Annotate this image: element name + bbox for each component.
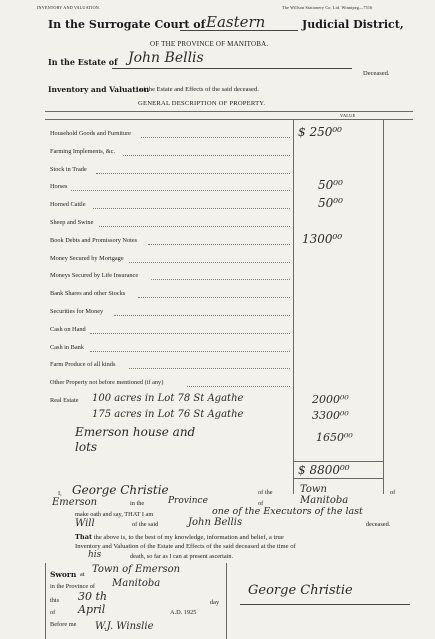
deponent-signature: George Christie xyxy=(248,583,353,598)
sworn-ad: A.D. 1925 xyxy=(170,609,197,616)
property-row-label: Book Debts and Promissory Notes xyxy=(50,236,138,244)
sworn-at: at xyxy=(80,571,85,578)
estate-prefix: In the Estate of xyxy=(48,57,118,67)
property-row-value: $ 250⁰⁰ xyxy=(298,125,342,139)
sworn-of: of xyxy=(50,609,56,616)
property-row-value: 1300⁰⁰ xyxy=(302,231,343,246)
value-column-right-rule xyxy=(383,119,384,494)
leader-dots xyxy=(99,226,290,227)
deponent-role: one of the Executors of the last xyxy=(212,506,363,517)
property-row-label: Moneys Secured by Life Insurance xyxy=(50,272,139,280)
real-estate-line: 175 acres in Lot 76 St Agathe xyxy=(92,409,244,420)
real-estate-value: 1650⁰⁰ xyxy=(316,431,353,444)
real-estate-value: 3300⁰⁰ xyxy=(312,409,349,422)
court-suffix: Judicial District, xyxy=(302,18,404,31)
real-estate-line: Emerson house and xyxy=(75,425,196,439)
property-row-label: Horned Cattle xyxy=(50,201,86,209)
printer-credit: The Willson Stationery Co. Ltd. Winnipeg—7516 xyxy=(282,5,373,10)
sworn-day-num: 30 th xyxy=(78,590,107,603)
deponent-place: Emerson xyxy=(52,497,98,508)
property-row-label: Bank Shares and other Stocks xyxy=(50,290,126,298)
province-word: Province xyxy=(168,496,208,506)
leader-dots xyxy=(114,315,290,316)
sworn-bracket-left xyxy=(45,563,46,639)
estate-name: John Bellis xyxy=(128,50,204,66)
real-estate-value: 2000⁰⁰ xyxy=(312,393,349,406)
total-value: $ 8800⁰⁰ xyxy=(298,463,350,477)
leader-dots xyxy=(123,155,290,156)
real-estate-line: lots xyxy=(75,440,98,454)
property-row-label: Farm Produce of all kinds xyxy=(50,361,116,369)
district-underline xyxy=(180,30,298,31)
inventory-bold: Inventory and Valuation xyxy=(48,85,150,94)
property-row-label: Farming Implements, &c. xyxy=(50,147,116,155)
estate-underline xyxy=(112,68,352,69)
court-district: Eastern xyxy=(206,13,266,31)
sworn-day: day xyxy=(210,599,220,606)
leader-dots xyxy=(138,297,290,298)
signature-underline xyxy=(240,604,410,605)
affidavit-i: I, xyxy=(58,490,62,497)
commissioner-signature: W.J. Winslie xyxy=(95,621,154,632)
leader-dots xyxy=(151,279,290,280)
make-oath-text: make oath and say, THAT I am xyxy=(75,511,154,518)
deceased-label: Deceased. xyxy=(363,70,390,77)
that-rest: the above is, to the best of my knowledge, information and belief, a true xyxy=(93,534,284,541)
form-type-label: INVENTORY AND VALUATION. xyxy=(37,5,101,10)
property-row-label: Cash in Bank xyxy=(50,343,84,351)
leader-dots xyxy=(141,137,290,138)
table-top-rule xyxy=(45,111,413,112)
property-row-label: Other Property not before mentioned (if any) xyxy=(50,379,164,387)
deponent-name: George Christie xyxy=(72,483,169,497)
value-column-heading: VALUE xyxy=(340,113,356,118)
sworn-province: Manitoba xyxy=(112,578,161,589)
leader-dots xyxy=(90,333,290,334)
sworn-place: Town of Emerson xyxy=(92,564,181,575)
leader-dots xyxy=(93,208,290,209)
leader-dots xyxy=(129,368,290,369)
sworn-month: April xyxy=(78,603,106,616)
value-column-left-rule xyxy=(293,119,294,494)
affidavit-line-2: Inventory and Valuation of the Estate and Effects of the said deceased at the time of xyxy=(75,543,296,550)
deponent-province: Manitoba xyxy=(300,495,349,506)
that-bold: That xyxy=(75,533,93,541)
property-row-label: Money Secured by Mortgage xyxy=(50,254,124,262)
that-line xyxy=(75,533,284,541)
real-estate-label: Real Estate xyxy=(50,397,79,404)
table-header-rule xyxy=(45,119,413,120)
province-line: OF THE PROVINCE OF MANITOBA. xyxy=(150,40,269,48)
affidavit-line-3: death, so far as I can at present ascertain. xyxy=(130,553,234,560)
court-prefix: In the Surrogate Court of xyxy=(48,18,206,31)
leader-dots xyxy=(148,244,290,245)
deceased-label-2: deceased. xyxy=(366,521,391,528)
property-row-label: Securities for Money xyxy=(50,308,104,315)
property-row-value: 50⁰⁰ xyxy=(318,196,343,211)
real-estate-line: 100 acres in Lot 78 St Agathe xyxy=(92,393,244,404)
sworn-this: this xyxy=(50,597,60,604)
property-row-label: Horses xyxy=(50,183,68,191)
inventory-rest: of the Estate and Effects of the said deceased. xyxy=(140,86,259,93)
leader-dots xyxy=(129,262,290,263)
property-row-value: 50⁰⁰ xyxy=(318,178,343,193)
property-row-label: Sheep and Swine xyxy=(50,219,94,226)
leader-dots xyxy=(71,190,290,191)
total-rule-top xyxy=(293,461,383,462)
property-row-label: Household Goods and Furniture xyxy=(50,130,131,137)
of-label: of xyxy=(390,489,396,496)
sworn-bold: Sworn xyxy=(50,570,77,579)
of-the-label: of the xyxy=(258,489,273,496)
leader-dots xyxy=(187,386,290,387)
before-me: Before me xyxy=(50,621,77,628)
general-heading: GENERAL DESCRIPTION OF PROPERTY. xyxy=(138,100,266,107)
his-word: his xyxy=(88,550,102,560)
leader-dots xyxy=(90,351,290,352)
sworn-bracket-right xyxy=(226,563,227,639)
in-the-label: in the xyxy=(130,500,145,507)
total-rule-bottom xyxy=(293,478,383,479)
deceased-name-2: John Bellis xyxy=(188,517,243,528)
of-the-said-label: of the said xyxy=(132,521,159,528)
sworn-in-province: in the Province of xyxy=(50,583,95,590)
will-word: Will xyxy=(75,518,95,529)
property-row-label: Stock in Trade xyxy=(50,165,87,173)
of2-label: of xyxy=(258,500,264,507)
property-row-label: Cash on Hand xyxy=(50,325,86,333)
place-type: Town xyxy=(300,484,327,495)
leader-dots xyxy=(96,173,290,174)
